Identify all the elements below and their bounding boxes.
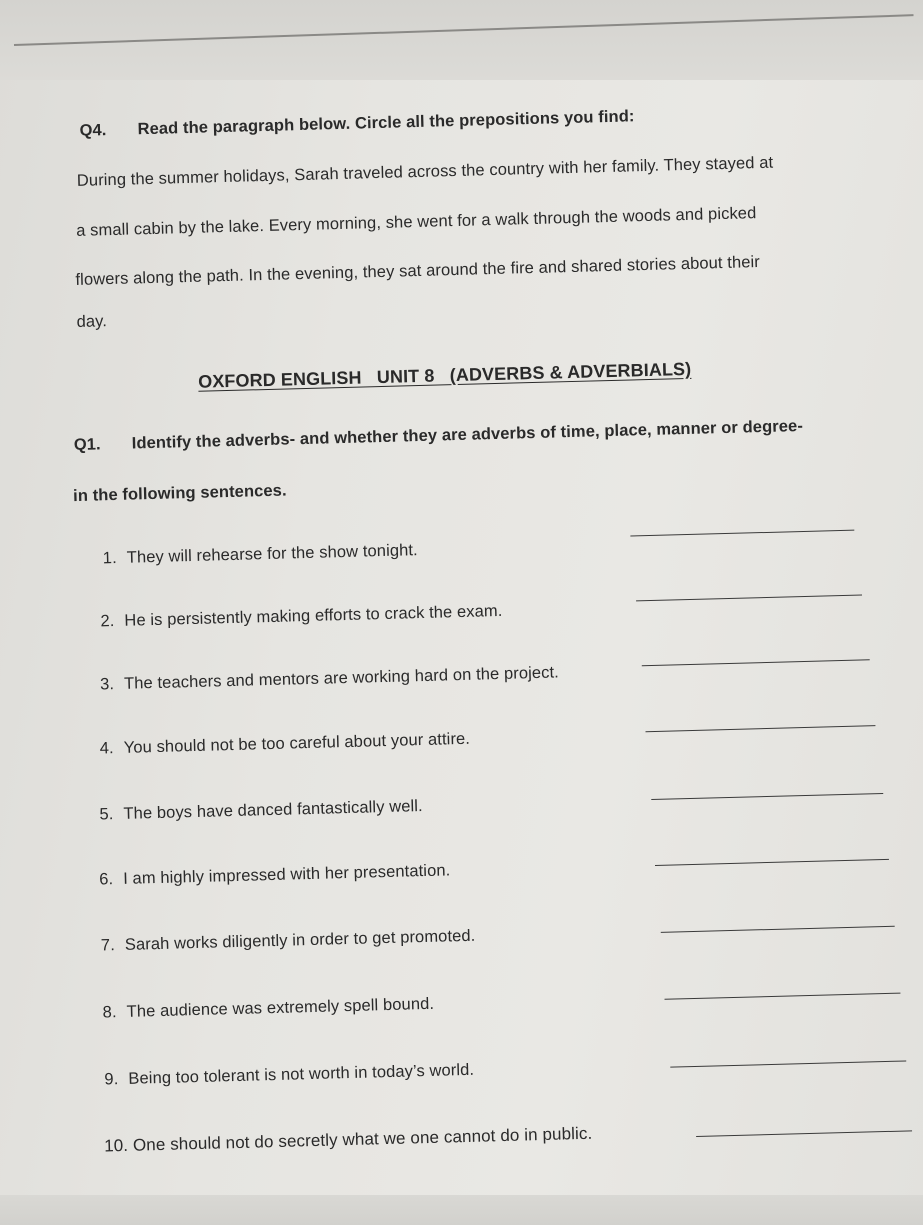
- list-item: [102, 995, 434, 1023]
- q4-paragraph-line-4: day.: [76, 312, 108, 331]
- item-sentence: The teachers and mentors are working hard on the project.: [123, 663, 560, 693]
- item-number: 10.: [103, 1135, 129, 1156]
- list-item: [104, 1061, 474, 1090]
- item-number: 1.: [102, 548, 117, 568]
- q1-number: Q1.: [73, 435, 101, 455]
- answer-line-5[interactable]: [651, 793, 883, 800]
- answer-line-2[interactable]: [636, 594, 862, 601]
- answer-line-7[interactable]: [661, 926, 895, 933]
- item-sentence: The audience was extremely spell bound.: [126, 994, 435, 1021]
- q1-instruction-line-2: in the following sentences.: [72, 481, 287, 506]
- list-item: [99, 861, 451, 889]
- list-item: [100, 663, 559, 694]
- item-number: 3.: [99, 675, 115, 694]
- item-sentence: You should not be too careful about your attire.: [123, 729, 471, 757]
- list-item: [101, 927, 476, 956]
- answer-line-8[interactable]: [665, 993, 901, 1000]
- item-sentence: They will rehearse for the show tonight.: [126, 541, 418, 567]
- q1-instruction-line-1: [74, 417, 804, 455]
- item-sentence: Being too tolerant is not worth in today’s world.: [128, 1060, 475, 1088]
- answer-line-10[interactable]: [696, 1130, 912, 1137]
- page-bottom-margin: [0, 1195, 923, 1225]
- q4-instruction: [79, 107, 634, 141]
- item-sentence: One should not do secretly what we one cannot do in public.: [132, 1123, 593, 1155]
- list-item: [99, 797, 423, 824]
- answer-line-9[interactable]: [670, 1060, 906, 1067]
- item-number: 7.: [100, 936, 116, 955]
- unit-heading: OXFORD ENGLISH UNIT 8 (ADVERBS & ADVERBIALS): [197, 358, 692, 392]
- list-item: [100, 730, 471, 759]
- list-item: [103, 541, 418, 568]
- q4-paragraph-line-2: a small cabin by the lake. Every morning, she went for a walk through the woods and picked: [75, 204, 757, 240]
- item-sentence: I am highly impressed with her presentation.: [122, 861, 451, 888]
- q4-number: Q4.: [79, 121, 107, 140]
- q4-instruction-text: Read the paragraph below. Circle all the prepositions you find:: [137, 107, 635, 139]
- item-sentence: The boys have danced fantastically well.: [123, 797, 423, 823]
- answer-line-6[interactable]: [655, 859, 889, 866]
- item-number: 5.: [99, 805, 114, 824]
- answer-line-4[interactable]: [645, 725, 875, 732]
- item-number: 2.: [100, 612, 115, 631]
- list-item: [104, 1124, 593, 1157]
- item-number: 9.: [104, 1070, 119, 1089]
- item-sentence: He is persistently making efforts to crack the exam.: [124, 601, 503, 630]
- answer-line-1[interactable]: [630, 530, 854, 537]
- list-item: [100, 602, 503, 632]
- answer-line-3[interactable]: [642, 659, 870, 666]
- item-number: 8.: [102, 1003, 117, 1022]
- q4-paragraph-line-1: During the summer holidays, Sarah traveled across the country with her family. They stayed at: [76, 153, 774, 190]
- q4-paragraph-line-3: flowers along the path. In the evening, they sat around the fire and shared stories about their: [75, 253, 761, 289]
- item-sentence: Sarah works diligently in order to get promoted.: [124, 926, 476, 954]
- q1-instruction-text: Identify the adverbs- and whether they are adverbs of time, place, manner or degree-: [131, 416, 804, 453]
- item-number: 6.: [98, 870, 114, 889]
- item-number: 4.: [99, 739, 114, 758]
